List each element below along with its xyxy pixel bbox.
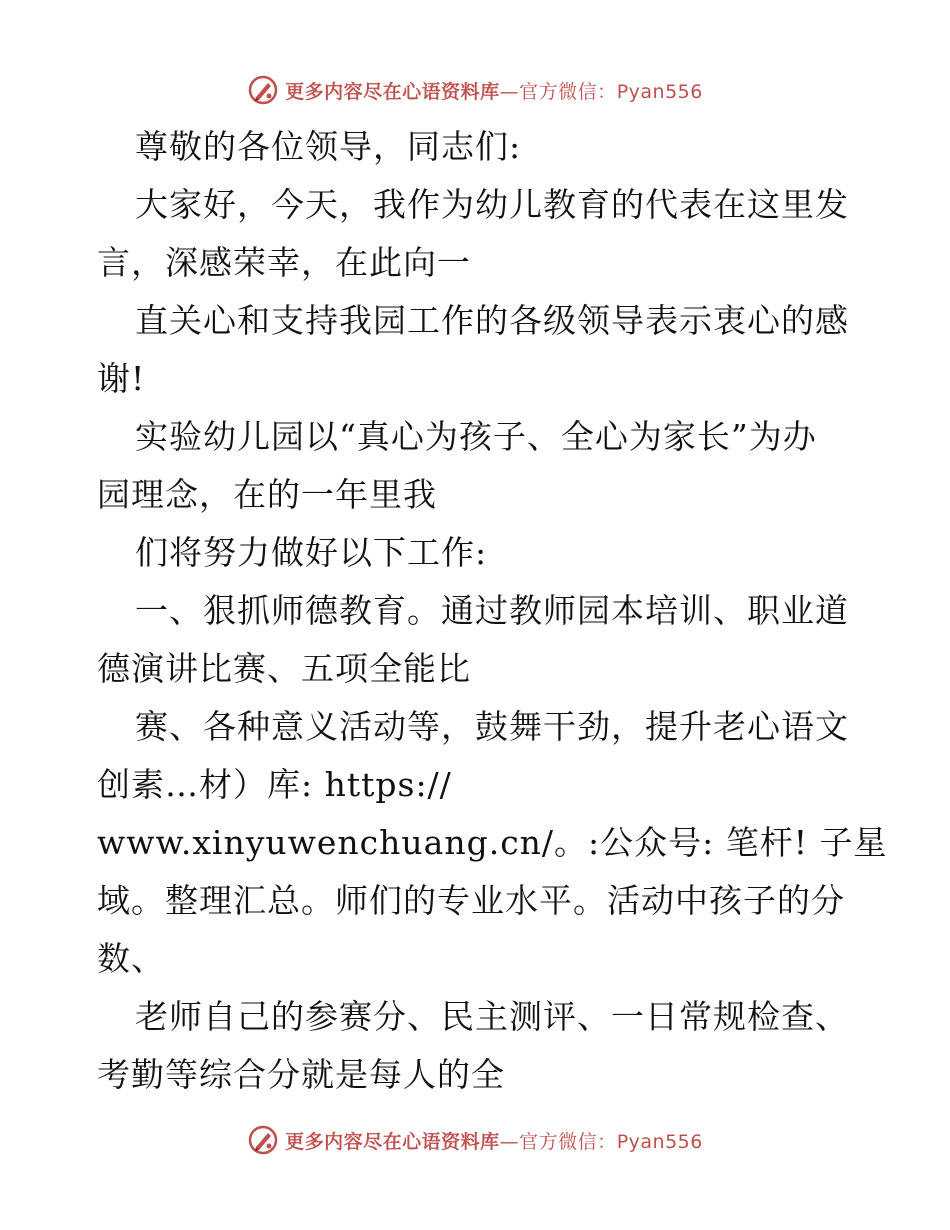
banner-main-text: 更多内容尽在心语资料库 bbox=[285, 80, 500, 103]
text-line: 一、狠抓师德教育。通过教师园本培训、职业道 bbox=[135, 591, 849, 630]
banner-wechat-id: Pyan556 bbox=[616, 1130, 703, 1153]
banner-main-text: 更多内容尽在心语资料库 bbox=[285, 1130, 500, 1153]
text-line: 谢! bbox=[97, 359, 146, 398]
banner-dash: — bbox=[499, 1130, 520, 1153]
text-line: 考勤等综合分就是每人的全 bbox=[97, 1055, 505, 1094]
text-line: 老师自己的参赛分、民主测评、一日常规检查、 bbox=[135, 997, 849, 1036]
text-line: 言，深感荣幸，在此向一 bbox=[97, 243, 471, 282]
text-line: 园理念，在的一年里我 bbox=[97, 475, 437, 514]
footer-banner bbox=[0, 1122, 950, 1158]
pen-logo-icon bbox=[247, 1124, 279, 1156]
text-line: 创素…材）库: https:// bbox=[97, 765, 452, 804]
banner-wechat-label: 官方微信： bbox=[519, 1130, 617, 1153]
text-line: www.xinyuwenchuang.cn/。:公众号: 笔杆! 子星 bbox=[97, 823, 888, 862]
text-line: 大家好，今天，我作为幼儿教育的代表在这里发 bbox=[135, 185, 849, 224]
text-line: 实验幼儿园以“真心为孩子、全心为家长”为办 bbox=[135, 417, 817, 456]
document-body bbox=[97, 118, 888, 1104]
header-banner bbox=[0, 72, 950, 108]
text-line: 尊敬的各位领导，同志们: bbox=[135, 127, 522, 166]
banner-text bbox=[285, 77, 703, 104]
pen-logo-icon bbox=[247, 74, 279, 106]
text-line: 赛、各种意义活动等，鼓舞干劲，提升老心语文 bbox=[135, 707, 849, 746]
banner-dash: — bbox=[499, 80, 520, 103]
text-line: 们将努力做好以下工作: bbox=[135, 533, 488, 572]
text-line: 数、 bbox=[97, 939, 165, 978]
text-line: 德演讲比赛、五项全能比 bbox=[97, 649, 471, 688]
banner-text bbox=[285, 1127, 703, 1154]
text-line: 直关心和支持我园工作的各级领导表示衷心的感 bbox=[135, 301, 849, 340]
text-line: 域。整理汇总。师们的专业水平。活动中孩子的分 bbox=[97, 881, 845, 920]
banner-wechat-id: Pyan556 bbox=[616, 80, 703, 103]
banner-wechat-label: 官方微信： bbox=[519, 80, 617, 103]
